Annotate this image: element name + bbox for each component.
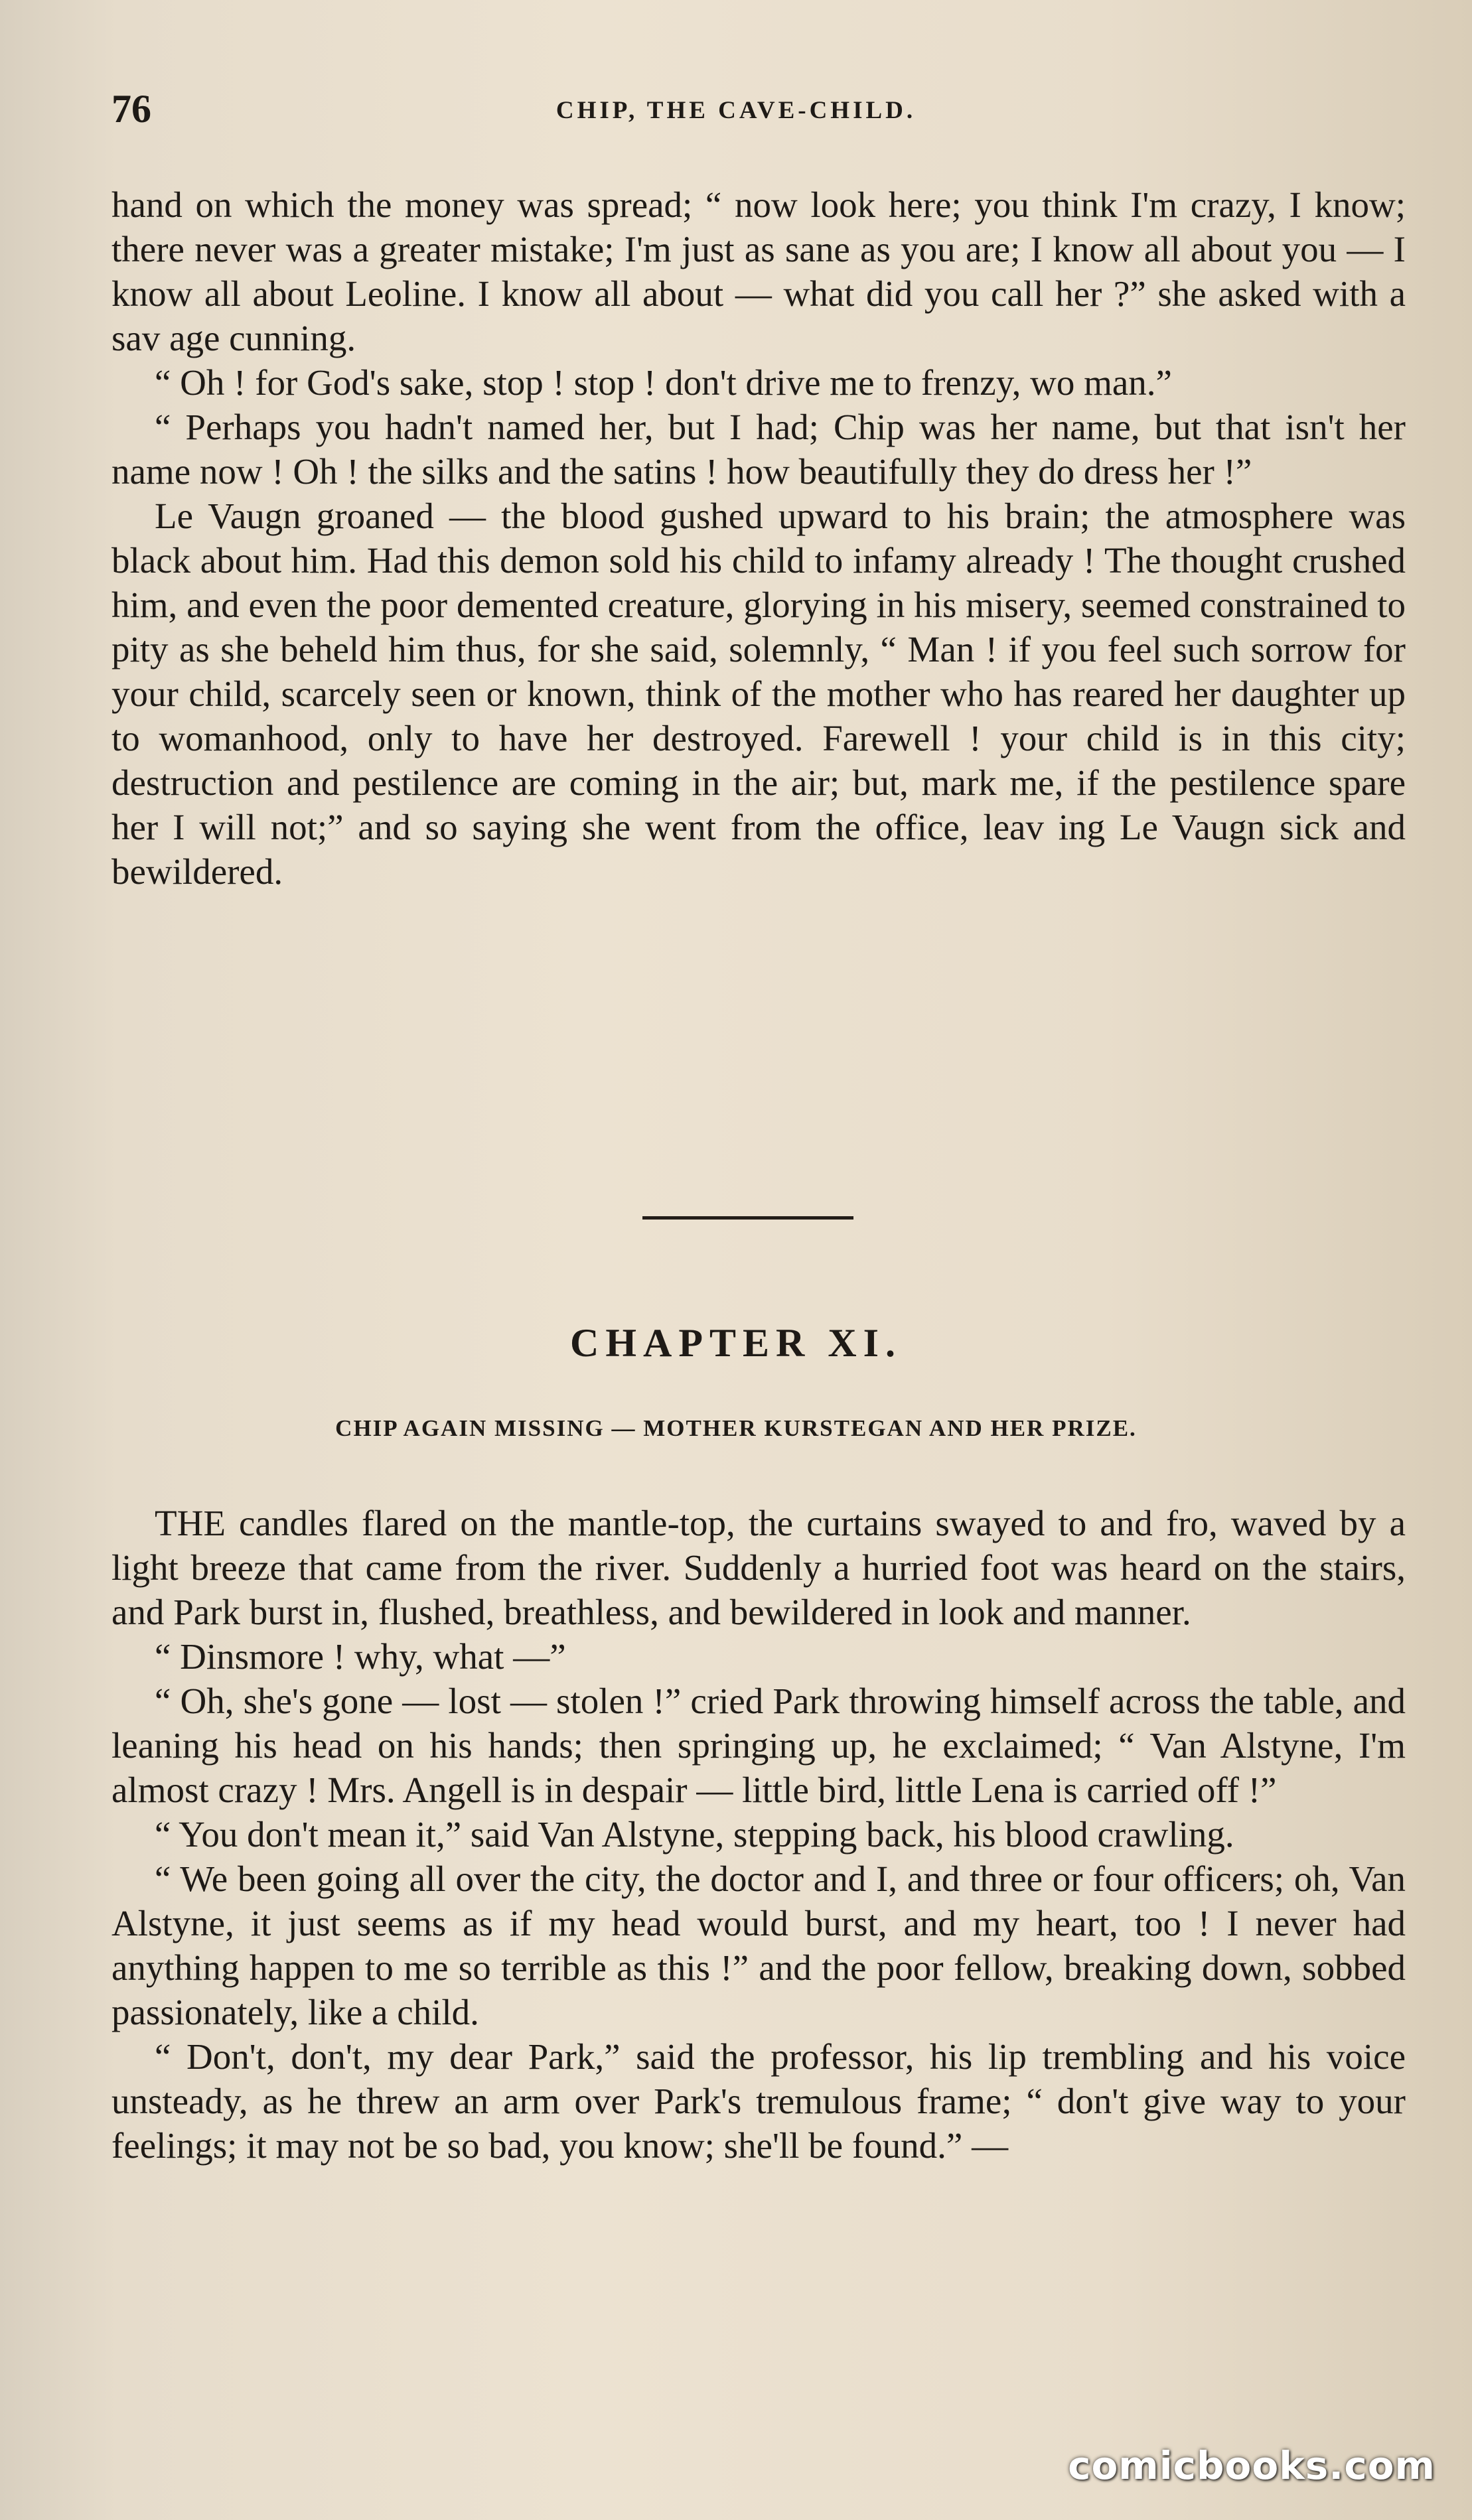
chapter-title: CHAPTER XI.: [569, 1321, 903, 1365]
paragraph: “ Oh ! for God's sake, stop ! stop ! don't drive me to frenzy, wo man.”: [155, 362, 1172, 403]
chapter-text: [111, 1501, 1406, 2168]
chapter-subtitle: CHIP AGAIN MISSING — MOTHER KURSTEGAN AND HER PRIZE.: [335, 1415, 1137, 1441]
paragraph: “ You don't mean it,” said Van Alstyne, stepping back, his blood crawling.: [155, 1814, 1234, 1855]
paragraph: THE candles flared on the mantle-top, the curtains swayed to and fro, waved by a light breeze that came from the river. Suddenly a hurried foot was heard on the stairs, and Park burst in, flushed, breathless, and bewildered in look and manner.: [111, 1503, 1406, 1632]
paragraph: “ Perhaps you hadn't named her, but I had; Chip was her name, but that isn't her name now ! Oh ! the silks and the satins ! how beautifully they do dress her !”: [111, 407, 1406, 492]
paragraph: “ Dinsmore ! why, what —”: [155, 1636, 566, 1677]
paragraph: Le Vaugn groaned — the blood gushed upward to his brain; the atmosphere was black about him. Had this demon sold his child to infamy already ! The thought crushed him, and even the poor demented creature, glorying in his misery, seemed constrained to pity as she beheld him thus, for she said, solemnly, “ Man ! if you feel such sorrow for your child, scarcely seen or known, think of the mother who has reared her daughter up to womanhood, only to have her destroyed. Farewell ! your child is in this city; destruction and pestilence are coming in the air; but, mark me, if the pestilence spare her I will not;” and so saying she went from the office, leav ing Le Vaugn sick and bewildered.: [111, 496, 1406, 892]
page-number: 76: [111, 87, 151, 131]
body-text: [111, 182, 1406, 894]
section-divider: [642, 1216, 853, 1220]
paragraph: “ Don't, don't, my dear Park,” said the professor, his lip trembling and his voice unsteady, as he threw an arm over Park's tremulous frame; “ don't give way to your feelings; it may not be so bad, you know; she'll be found.” —: [111, 2036, 1406, 2166]
paragraph: hand on which the money was spread; “ now look here; you think I'm crazy, I know; there never was a greater mistake; I'm just as sane as you are; I know all about you — I know all about Leoline. I know all about — what did you call her ?” she asked with a sav age cunning.: [111, 184, 1406, 358]
running-head: CHIP, THE CAVE-CHILD.: [555, 97, 917, 124]
watermark: comicbooks.com: [1068, 2443, 1435, 2488]
paragraph: “ Oh, she's gone — lost — stolen !” cried Park throwing himself across the table, and leaning his head on his hands; then springing up, he exclaimed; “ Van Alstyne, I'm almost crazy ! Mrs. Angell is in despair — little bird, little Lena is carried off !”: [111, 1681, 1406, 1810]
paragraph: “ We been going all over the city, the doctor and I, and three or four officers; oh, Van Alstyne, it just seems as if my head would burst, and my heart, too ! I never had anything happen to me so terrible as this !” and the poor fellow, breaking down, sobbed passionately, like a child.: [111, 1858, 1406, 2032]
